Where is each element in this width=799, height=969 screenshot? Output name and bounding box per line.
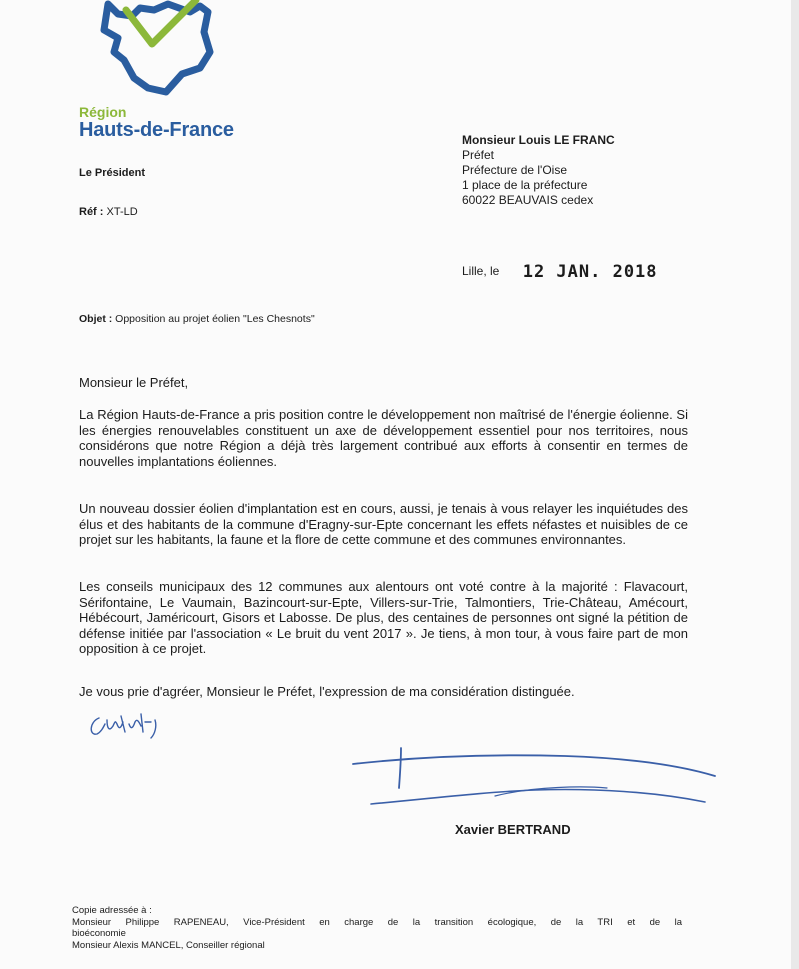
- reference-label: Réf :: [79, 206, 104, 218]
- scan-edge: [791, 0, 799, 969]
- copy-recipient: bioéconomie: [72, 928, 126, 939]
- recipient-office: Préfecture de l'Oise: [462, 163, 568, 177]
- recipient-street: 1 place de la préfecture: [462, 178, 588, 192]
- subject-text: Opposition au projet éolien "Les Chesnots": [115, 313, 315, 325]
- body-paragraph: La Région Hauts-de-France a pris position contre le développement non maîtrisé de l'énergie éolienne. Si les énergies renouvelables constituent un axe de développement essentiel pour nos territoires, nous considérons que notre Région a déjà très largement contribué aux efforts à consentir en termes de nouvelles implantations éoliennes.: [79, 407, 688, 469]
- recipient-title: Préfet: [462, 148, 495, 162]
- region-name: Hauts-de-France: [79, 119, 234, 141]
- closing-formula: Je vous prie d'agréer, Monsieur le Préfet, l'expression de ma considération distinguée.: [79, 684, 575, 699]
- copy-recipient: Monsieur Alexis MANCEL, Conseiller régional: [72, 939, 265, 951]
- reference: [79, 206, 138, 218]
- sender-title: Le Président: [79, 167, 146, 179]
- date-stamp: 12 JAN. 2018: [522, 262, 658, 282]
- date-place: Lille, le: [462, 264, 500, 278]
- body-paragraph: Un nouveau dossier éolien d'implantation est en cours, aussi, je tenais à vous relayer les inquiétudes des élus et des habitants de la commune d'Eragny-sur-Epte concernant les effets néfastes et nuisibles de ce projet sur les habitants, la faune et la flore de cette commune et des communes environnantes.: [79, 501, 688, 548]
- recipient-address: [462, 133, 615, 208]
- body-paragraph: Les conseils municipaux des 12 communes aux alentours ont voté contre à la majorité : Flavacourt, Sérifontaine, Le Vaumain, Bazincourt-sur-Epte, Villers-sur-Trie, Talmontiers, Trie-Château, Amécourt, Hébécourt, Jaméricourt, Gisors et Labosse. De plus, des centaines de personnes ont signé la pétition de défense initiée par l'association « Le bruit du vent 2017 ». Je tiens, à mon tour, à vous faire part de mon opposition à ce projet.: [79, 579, 688, 657]
- recipient-name: Monsieur Louis LE FRANC: [462, 133, 615, 147]
- region-label: Région: [79, 104, 127, 120]
- salutation: Monsieur le Préfet,: [79, 375, 189, 390]
- subject-label: Objet :: [79, 313, 113, 325]
- reference-value: XT-LD: [106, 206, 138, 218]
- copy-label: Copie adressée à :: [72, 905, 152, 916]
- recipient-city: 60022 BEAUVAIS cedex: [462, 193, 594, 207]
- signature-icon: [345, 742, 725, 812]
- copy-list: [72, 905, 682, 951]
- subject-line: [79, 313, 315, 325]
- handwritten-initials-icon: [85, 710, 170, 740]
- date-line: [462, 262, 658, 282]
- region-logo-icon: [96, 0, 216, 96]
- copy-recipient: Monsieur Philippe RAPENEAU, Vice-Président en charge de la transition écologique, de la TRI et de la: [72, 916, 682, 928]
- signer-name: Xavier BERTRAND: [455, 822, 571, 837]
